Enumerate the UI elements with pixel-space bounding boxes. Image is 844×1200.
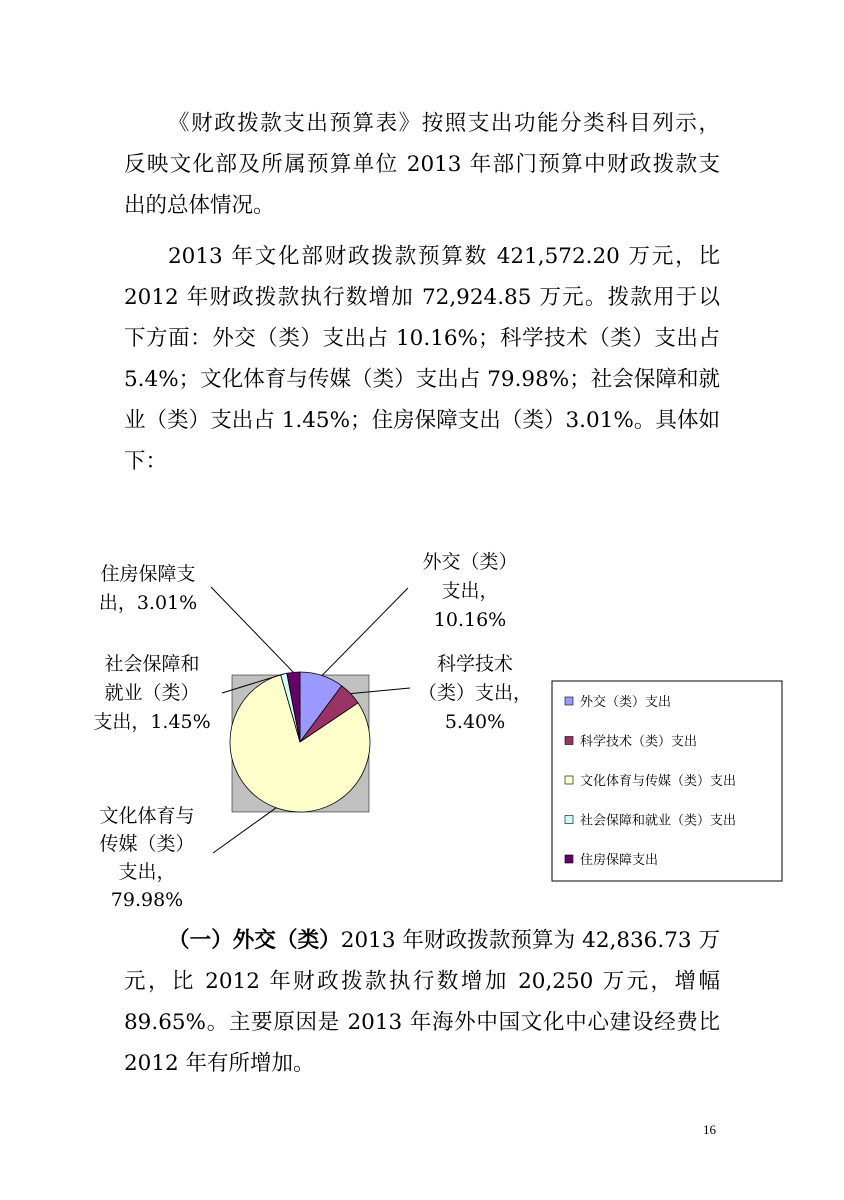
data-label-foreign-affairs — [422, 551, 517, 631]
data-label-line: 科学技术 — [436, 653, 514, 675]
data-label-culture-sports-media — [99, 805, 194, 911]
data-label-line: （类）支出， — [417, 682, 533, 704]
text-line: 业（类）支出占 1.45%；住房保障支出（类）3.01%。具体如 — [124, 408, 720, 433]
text-line: 出的总体情况。 — [124, 193, 275, 218]
pie-slices — [230, 672, 370, 812]
chart-legend — [552, 681, 782, 881]
text-line: 2012 年财政拨款执行数增加 72,924.85 万元。拨款用于以 — [124, 285, 720, 310]
leader-line-culture-sports-media — [213, 808, 276, 853]
text-line — [124, 920, 720, 961]
legend-label-culture-sports-media: 文化体育与传媒（类）支出 — [580, 774, 737, 789]
legend-swatch-housing — [565, 855, 573, 863]
paragraph-foreign-affairs — [124, 920, 720, 1084]
data-label-line: 文化体育与 — [99, 805, 195, 827]
data-label-line: 外交（类） — [422, 551, 518, 573]
text-line: 下方面：外交（类）支出占 10.16%；科学技术（类）支出占 — [124, 326, 720, 351]
data-label-line: 79.98% — [110, 889, 184, 911]
legend-swatch-foreign-affairs — [565, 697, 573, 705]
section-heading: （一）外交（类） — [168, 928, 341, 953]
leader-line-housing — [211, 587, 293, 672]
data-label-line: 传媒（类） — [99, 833, 195, 855]
expenditure-pie-chart — [0, 530, 844, 930]
legend-swatch-culture-sports-media — [565, 776, 573, 784]
page-number: 16 — [703, 1122, 716, 1137]
text-line: 2013 年文化部财政拨款预算数 421,572.20 万元，比 — [168, 244, 720, 269]
text-line: 下： — [124, 449, 168, 474]
data-label-line: 支出，1.45% — [93, 711, 211, 733]
text-line: 2012 年有所增加。 — [124, 1051, 315, 1076]
text-line: 5.4%；文化体育与传媒（类）支出占 79.98%；社会保障和就 — [124, 367, 720, 392]
paragraph-budget-summary — [124, 236, 720, 482]
data-label-science-technology — [418, 653, 532, 733]
legend-label-science-technology: 科学技术（类）支出 — [580, 734, 698, 750]
data-label-line: 住房保障支 — [100, 563, 196, 585]
data-label-line: 出，3.01% — [98, 592, 198, 614]
text-line: 《财政拨款支出预算表》按照支出功能分类科目列示， — [168, 111, 720, 136]
legend-label-social-security: 社会保障和就业（类）支出 — [580, 813, 737, 829]
data-label-line: 社会保障和 — [104, 653, 200, 675]
data-label-line: 支出， — [118, 861, 176, 883]
data-label-social-security — [93, 653, 210, 733]
text-line: 元，比 2012 年财政拨款执行数增加 20,250 万元，增幅 — [124, 969, 720, 994]
data-label-line: 就业（类） — [104, 682, 200, 704]
data-label-line: 5.40% — [444, 711, 506, 733]
text-run: 2013 年财政拨款预算为 42,836.73 万 — [340, 928, 720, 953]
text-line: 反映文化部及所属预算单位 2013 年部门预算中财政拨款支 — [124, 152, 720, 177]
paragraph-budget-table-intro — [124, 103, 720, 226]
text-line: 89.65%。主要原因是 2013 年海外中国文化中心建设经费比 — [124, 1010, 720, 1035]
leader-line-foreign-affairs — [322, 588, 408, 676]
legend-swatch-science-technology — [565, 737, 573, 745]
data-label-housing — [99, 563, 197, 614]
legend-label-foreign-affairs: 外交（类）支出 — [580, 695, 672, 710]
legend-label-housing: 住房保障支出 — [580, 853, 659, 868]
data-label-line: 支出， — [441, 580, 499, 602]
legend-swatch-social-security — [565, 816, 573, 824]
data-label-line: 10.16% — [433, 609, 507, 631]
